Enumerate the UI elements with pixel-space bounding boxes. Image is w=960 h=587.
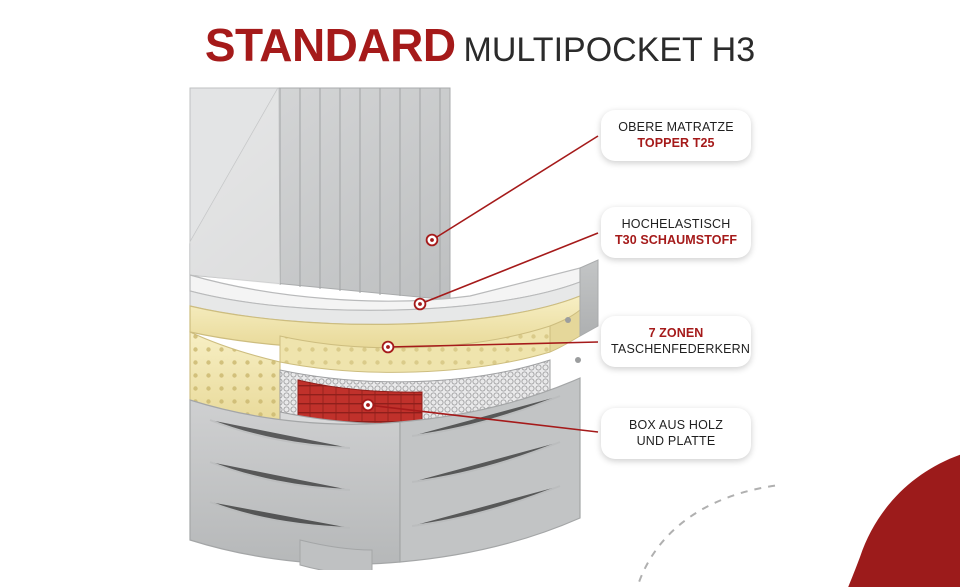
callout-foam — [601, 207, 751, 258]
boxspring-bed-cutaway-illustration — [150, 70, 620, 570]
callout-line: OBERE MATRATZE — [618, 120, 734, 134]
title-main: STANDARD — [204, 19, 456, 71]
callout-top-mattress — [601, 110, 751, 161]
decorative-dashed-arc — [630, 477, 810, 587]
callout-line: BOX AUS HOLZ — [628, 418, 724, 432]
callout-box — [601, 408, 751, 459]
callout-line: TASCHENFEDERKERN — [611, 342, 751, 356]
headboard — [190, 88, 450, 300]
callout-pocket-springs — [601, 316, 751, 367]
page-title — [0, 18, 960, 72]
callout-line: HOCHELASTISCH — [621, 217, 731, 231]
fabric-button-icon — [565, 317, 571, 323]
fabric-button-icon — [575, 357, 581, 363]
callout-line: UND PLATTE — [636, 434, 716, 448]
callout-line-highlight: 7 ZONEN — [648, 326, 704, 340]
callout-line-highlight: T30 SCHAUMSTOFF — [614, 233, 738, 247]
callout-line-highlight: TOPPER T25 — [637, 136, 715, 150]
title-sub: MULTIPOCKET H3 — [463, 31, 756, 69]
